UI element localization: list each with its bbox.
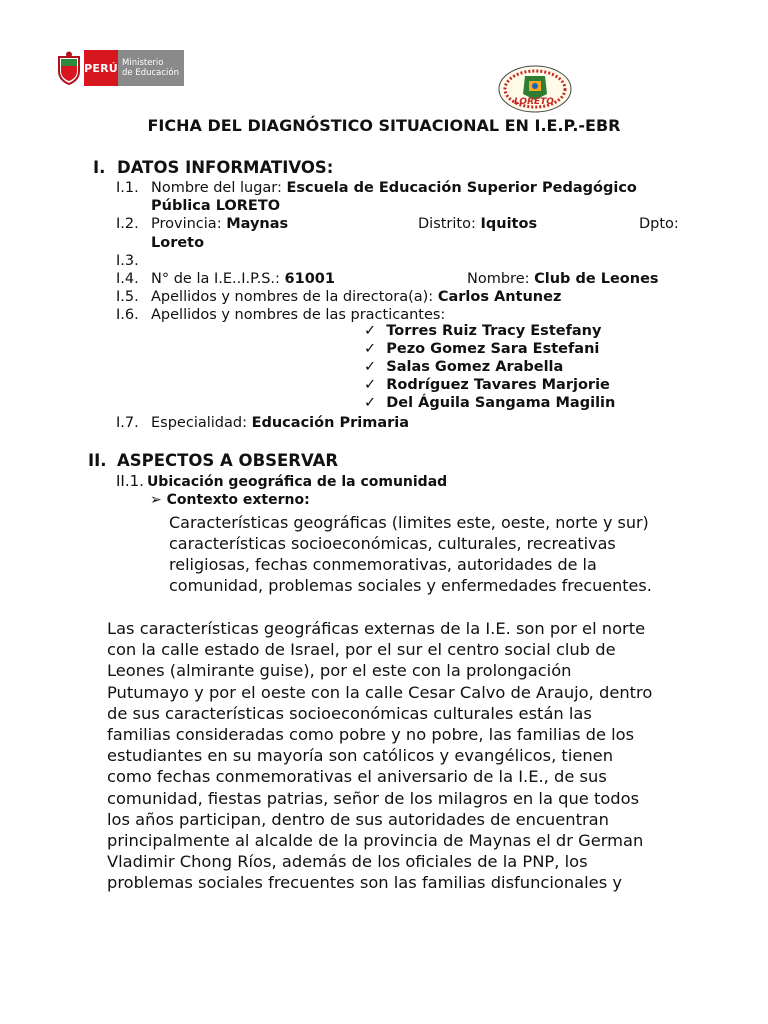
list-item: ✓ Torres Ruiz Tracy Estefany — [364, 323, 602, 339]
checkmark-icon: ✓ — [364, 359, 377, 375]
body-paragraph: Las características geográficas externas de la I.E. son por el norte con la calle estado de Israel, por el sur el centro social club de Leones (almirante guise), por el este con la prolongación Putumayo y por el oeste con la calle Cesar Calvo de Araujo, dentro de sus características socioeconómicas culturales están las familias consideradas como pobre y no pobre, las familias de los estudiantes en su mayoría son católicos y evangélicos, tienen como fechas conmemorativas el aniversario de la I.E., de sus comunidad, fiestas patrias, señor de los milagros en la que todos los años participan, dentro de sus autoridades de encuentran principalmente al alcalde de la provincia de Maynas el dr German Vladimir Chong Ríos, además de los oficiales de la PNP, los problemas sociales frecuentes son las familias disfuncionales y — [107, 619, 653, 893]
contexto-externo-heading: ➢ Contexto externo: — [150, 492, 310, 508]
subsection-2-1: II.1. Ubicación geográfica de la comunidad — [116, 472, 448, 490]
checkmark-icon: ✓ — [364, 377, 377, 393]
loreto-emblem — [497, 64, 573, 114]
list-item: ✓ Rodríguez Tavares Marjorie — [364, 377, 610, 393]
arrow-bullet-icon: ➢ — [150, 492, 162, 508]
list-item: ✓ Del Águila Sangama Magilin — [364, 395, 616, 411]
coat-of-arms-icon — [54, 50, 84, 86]
page-title: FICHA DEL DIAGNÓSTICO SITUACIONAL EN I.E.P.-EBR — [147, 116, 621, 135]
checkmark-icon: ✓ — [364, 395, 377, 411]
ministerio-label: Ministerio de Educación — [118, 50, 184, 86]
item-1-1-value-cont: Pública LORETO — [151, 198, 281, 214]
checkmark-icon: ✓ — [364, 323, 377, 339]
section1-numeral: I. — [93, 158, 106, 177]
practicantes-list — [0, 323, 768, 413]
section2-numeral: II. — [88, 451, 107, 470]
loreto-logo-text: LORETO — [514, 97, 554, 107]
item-1-2-dpto-value: Loreto — [151, 235, 205, 251]
minedu-logo — [54, 50, 184, 86]
list-item: ✓ Salas Gomez Arabella — [364, 359, 564, 375]
peru-label: PERÚ — [84, 50, 118, 86]
list-item: ✓ Pezo Gomez Sara Estefani — [364, 341, 600, 357]
section1-heading: DATOS INFORMATIVOS: — [117, 158, 334, 177]
section2-heading: ASPECTOS A OBSERVAR — [117, 451, 339, 470]
checkmark-icon: ✓ — [364, 341, 377, 357]
item-1-3: I.3. — [116, 253, 139, 269]
contexto-externo-description: Características geográficas (limites este, oeste, norte y sur) características socioeconómicas, culturales, recreativas religiosas, fechas conmemorativas, autoridades de la comunidad, problemas sociales y enfermedades frecuentes. — [169, 513, 652, 595]
